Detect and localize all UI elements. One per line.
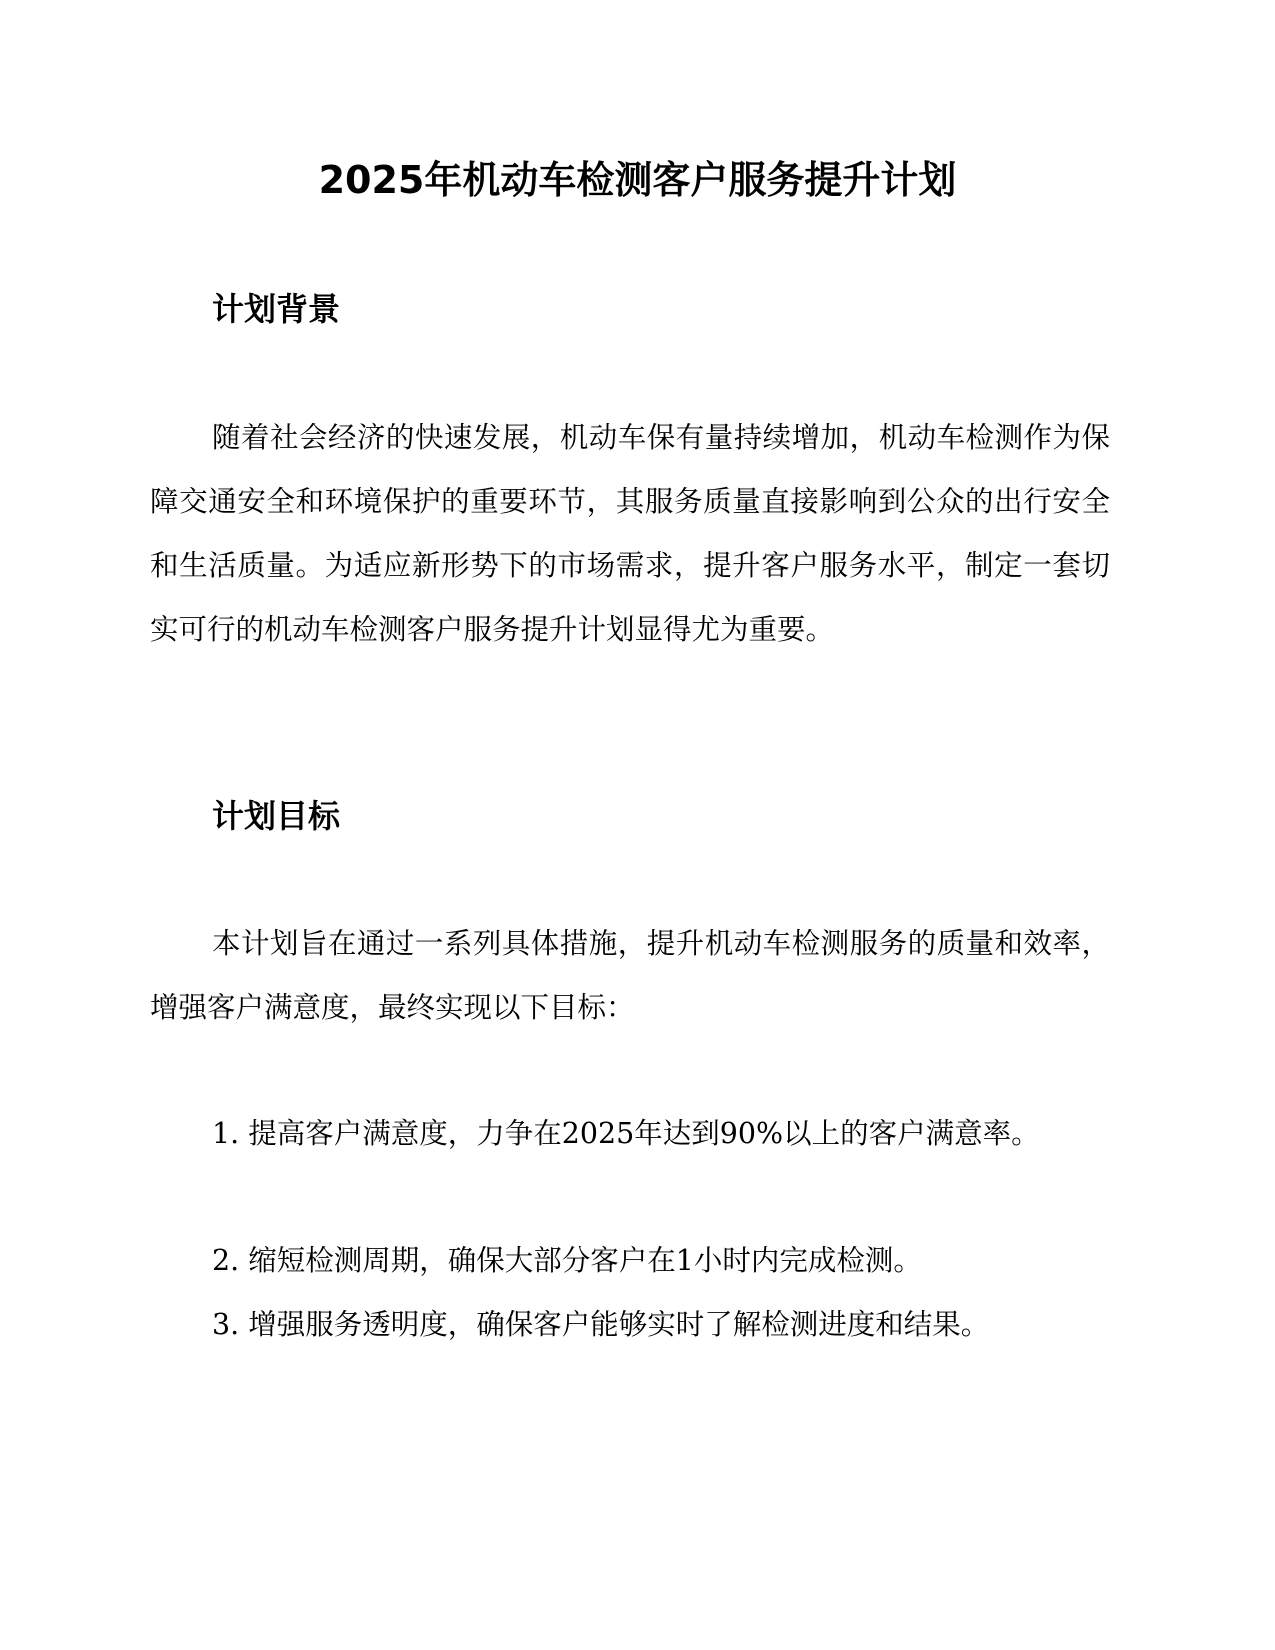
section-heading-goals: 计划目标	[212, 797, 341, 835]
page-title: 2025年机动车检测客户服务提升计划	[318, 158, 957, 202]
goal-item-transparency: 3. 增强服务透明度，确保客户能够实时了解检测进度和结果。	[212, 1308, 990, 1341]
goal-item-satisfaction: 1. 提高客户满意度，力争在2025年达到90%以上的客户满意率。	[212, 1117, 1040, 1150]
background-paragraph: 随着社会经济的快速发展，机动车保有量持续增加，机动车检测作为保障交通安全和环境保护的重要环节，其服务质量直接影响到公众的出行安全和生活质量。为适应新形势下的市场需求，提升客户服务水平，制定一套切实可行的机动车检测客户服务提升计划显得尤为重要。	[150, 421, 1110, 646]
section-heading-background: 计划背景	[212, 290, 341, 328]
goals-intro-paragraph: 本计划旨在通过一系列具体措施，提升机动车检测服务的质量和效率，增强客户满意度，最终实现以下目标：	[150, 927, 1110, 1024]
goal-item-cycle-time: 2. 缩短检测周期，确保大部分客户在1小时内完成检测。	[212, 1244, 922, 1277]
